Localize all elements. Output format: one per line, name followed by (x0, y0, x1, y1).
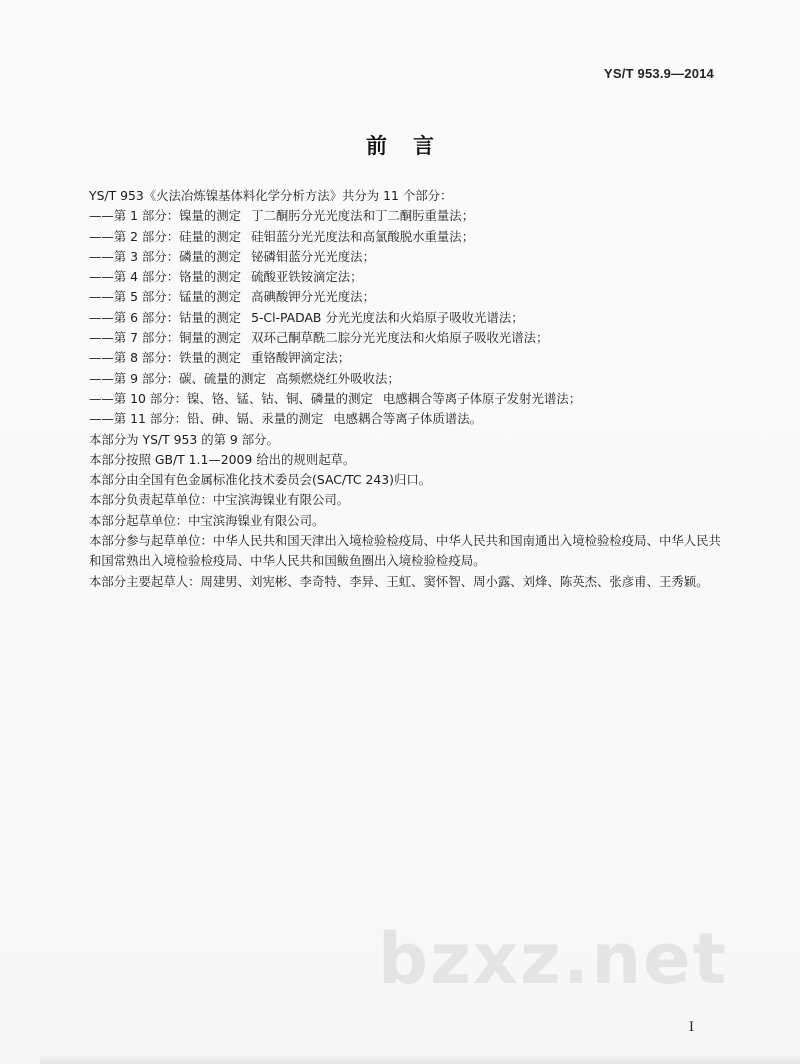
part-label: ——第 1 部分：镍量的测定 (89, 208, 242, 224)
part-label: ——第 7 部分：铜量的测定 (89, 330, 242, 346)
paragraph-drafters: 本部分主要起草人：周建男、刘宪彬、李奇特、李异、王虹、窦怀智、周小露、刘烽、陈英杰、张彦甫、王秀颖。 (89, 573, 709, 589)
part-method: 电感耦合等离子体质谱法。 (333, 411, 482, 427)
part-label: ——第 9 部分：碳、硫量的测定 (89, 370, 266, 386)
part-method: 硫酸亚铁铵滴定法； (251, 269, 363, 285)
page-title: 前言 (366, 134, 460, 158)
part-item (89, 348, 729, 368)
part-item (89, 308, 729, 328)
part-item (89, 409, 729, 429)
part-item (89, 287, 729, 307)
part-item (89, 328, 729, 348)
part-item (89, 247, 729, 267)
page-edge-shadow (40, 1054, 800, 1064)
part-method: 铋磷钼蓝分光光度法； (251, 248, 375, 264)
part-method: 重铬酸钾滴定法； (251, 350, 351, 366)
part-item (89, 389, 729, 409)
part-method: 硅钼蓝分光光度法和高氯酸脱水重量法； (251, 228, 475, 244)
paragraph-committee: 本部分由全国有色金属标准化技术委员会(SAC/TC 243)归口。 (89, 472, 432, 488)
watermark: bzxz.net (378, 918, 729, 1000)
part-method: 高频燃烧红外吸收法； (275, 370, 400, 386)
part-label: ——第 2 部分：硅量的测定 (89, 228, 242, 244)
paragraph-part-number: 本部分为 YS/T 953 的第 9 部分。 (89, 431, 279, 447)
part-label: ——第 10 部分：镍、铬、锰、钴、铜、磷量的测定 (89, 390, 373, 406)
part-label: ——第 8 部分：铁量的测定 (89, 350, 242, 366)
part-item (89, 206, 729, 226)
part-method: 5-Cl-PADAB 分光光度法和火焰原子吸收光谱法； (251, 309, 524, 325)
standard-code: YS/T 953.9—2014 (604, 66, 714, 81)
part-method: 电感耦合等离子体原子发射光谱法； (382, 390, 582, 406)
paragraph-drafting-unit: 本部分起草单位：中宝滨海镍业有限公司。 (89, 512, 325, 528)
part-method: 高碘酸钾分光光度法； (251, 289, 375, 305)
part-item (89, 267, 729, 287)
part-label: ——第 6 部分：钴量的测定 (89, 309, 242, 325)
part-method: 双环己酮草酰二腙分光光度法和火焰原子吸收光谱法； (251, 330, 549, 346)
foreword-body (89, 186, 729, 592)
paragraph-drafting-rules: 本部分按照 GB/T 1.1—2009 给出的规则起草。 (89, 451, 356, 467)
part-label: ——第 11 部分：铅、砷、镉、汞量的测定 (89, 411, 324, 427)
page-number: I (688, 1020, 694, 1035)
part-item (89, 227, 729, 247)
paragraph-participating-units: 本部分参与起草单位：中华人民共和国天津出入境检验检疫局、中华人民共和国南通出入境检验检疫局、中华人民共和国常熟出入境检验检疫局、中华人民共和国鲅鱼圈出入境检验检疫局。 (89, 533, 721, 569)
part-method: 丁二酮肟分光光度法和丁二酮肟重量法； (251, 208, 475, 224)
part-item (89, 369, 729, 389)
part-label: ——第 4 部分：铬量的测定 (89, 269, 242, 285)
paragraph-responsible-unit: 本部分负责起草单位：中宝滨海镍业有限公司。 (89, 492, 350, 508)
part-label: ——第 5 部分：锰量的测定 (89, 289, 242, 305)
intro-line: YS/T 953《火法冶炼镍基体料化学分析方法》共分为 11 个部分： (89, 188, 453, 203)
part-label: ——第 3 部分：磷量的测定 (89, 248, 242, 264)
